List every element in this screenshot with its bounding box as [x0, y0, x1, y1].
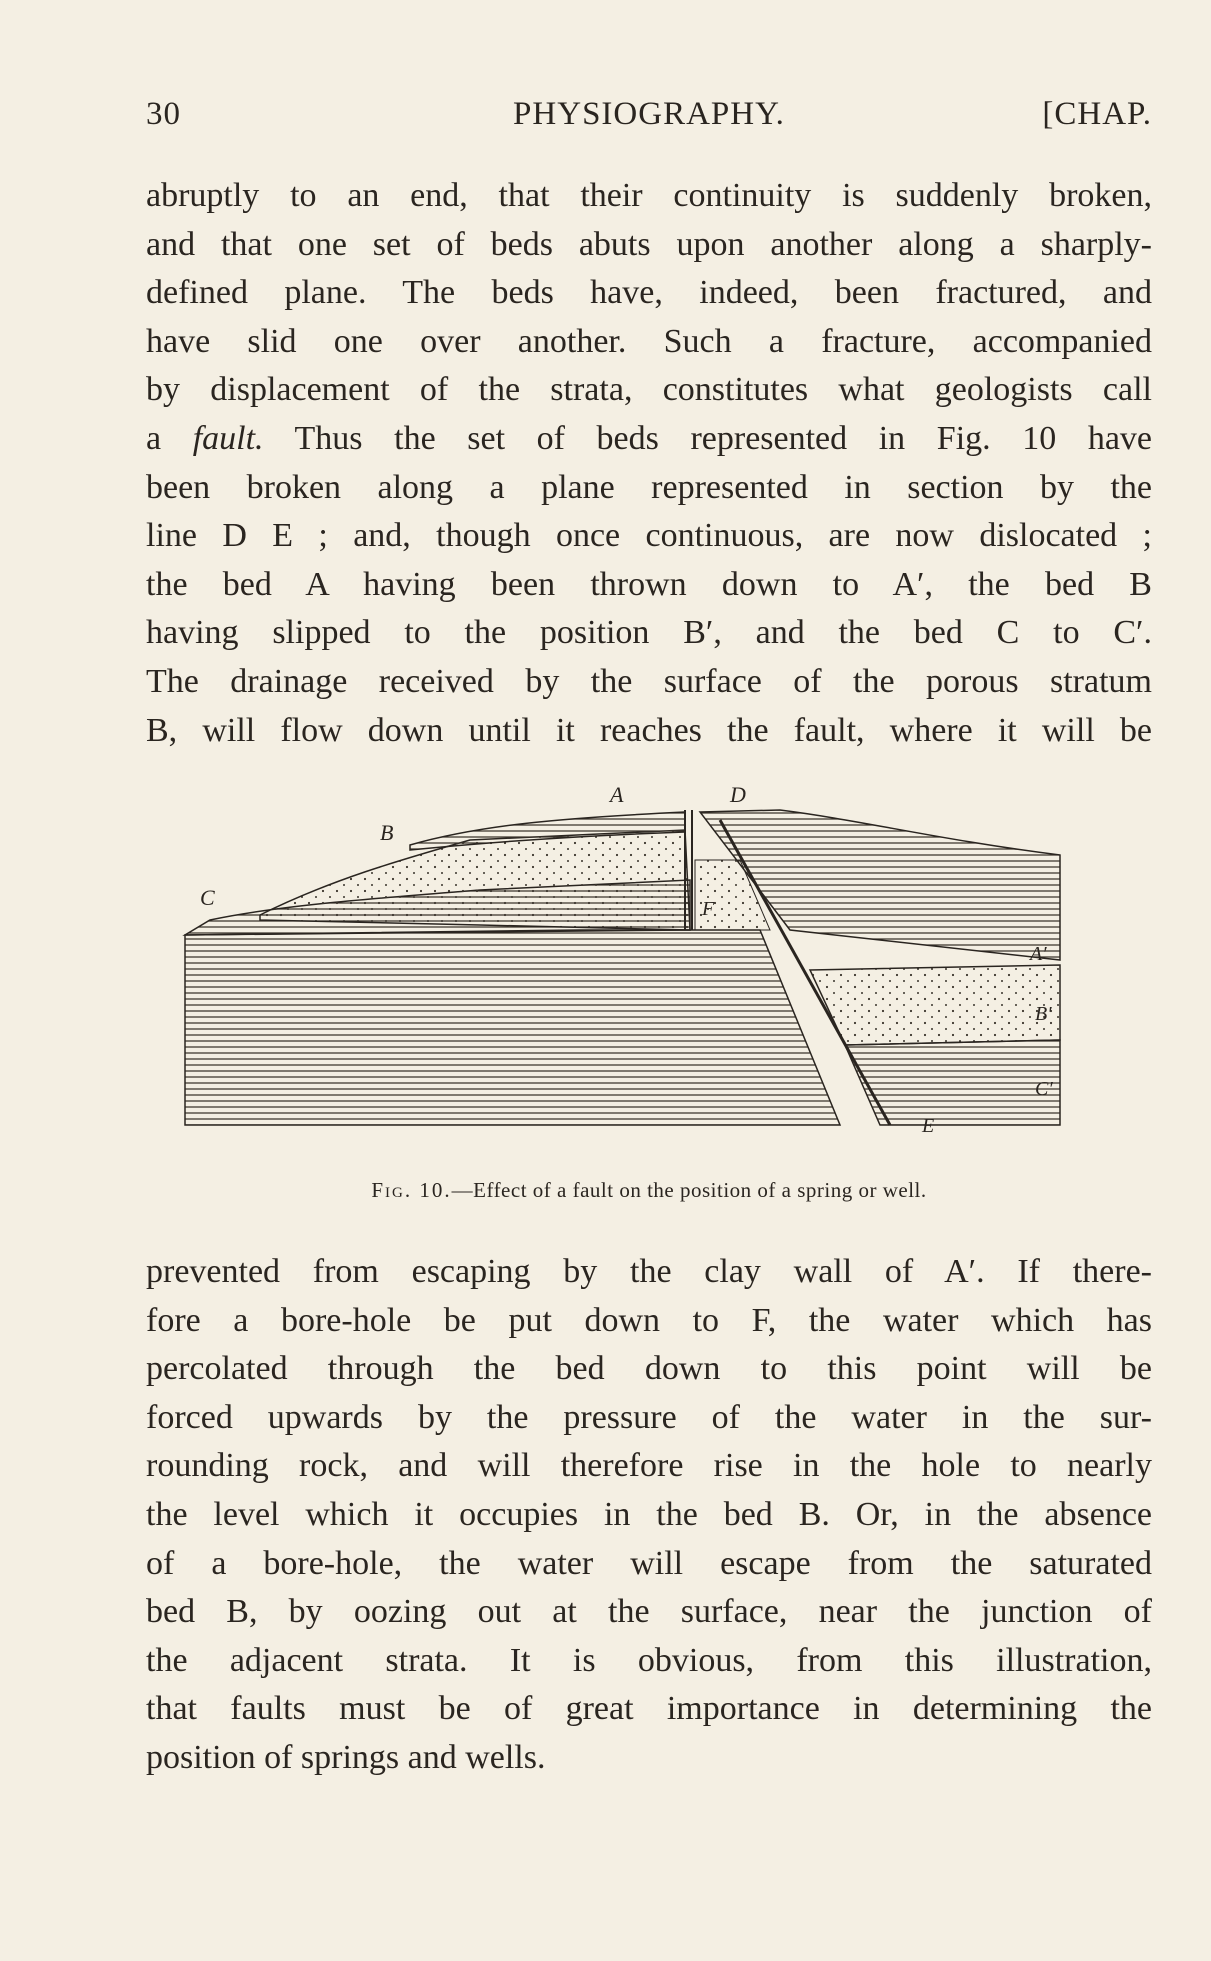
- text-line: the level which it occupies in the bed B. Or, in the absence: [146, 1495, 1152, 1533]
- text-line: B, will flow down until it reaches the fault, where it will be: [146, 711, 1152, 749]
- text-line: rounding rock, and will therefore rise in the hole to nearly: [146, 1447, 1152, 1485]
- label-c: C: [200, 885, 215, 910]
- label-d: D: [730, 782, 746, 807]
- text-line: have slid one over another. Such a fracture, accompanied: [146, 322, 1152, 360]
- label-a: A: [610, 782, 624, 807]
- text-line: percolated through the bed down to this point will be: [146, 1350, 1152, 1388]
- figure-number: Fig. 10.: [371, 1178, 452, 1202]
- left-bed-b: [260, 830, 690, 930]
- paragraph-top: [146, 172, 1152, 755]
- text-line: of a bore-hole, the water will escape from the saturated: [146, 1544, 1152, 1582]
- text-line-fault: [146, 415, 1152, 464]
- right-bed-b-prime: [810, 965, 1060, 1045]
- label-f: F: [702, 898, 715, 920]
- text-line: bed B, by oozing out at the surface, near the junction of: [146, 1593, 1152, 1631]
- label-e: E: [922, 1115, 935, 1137]
- label-b: B: [380, 820, 394, 845]
- page-number: 30: [146, 96, 181, 132]
- text-line: the bed A having been thrown down to A′, the bed B: [146, 565, 1152, 603]
- figure-caption: [146, 1178, 1152, 1203]
- text-line: abruptly to an end, that their continuity is suddenly broken,: [146, 177, 1152, 214]
- label-b-prime: B′: [1035, 1003, 1052, 1025]
- label-c-prime: C′: [1035, 1078, 1053, 1100]
- chapter-marker: [CHAP.: [1042, 96, 1152, 132]
- label-a-prime: A′: [1030, 943, 1047, 965]
- text-line: having slipped to the position B′, and the bed C to C′.: [146, 614, 1152, 652]
- fault-diagram: [180, 780, 1110, 1150]
- figure-caption-text: —Effect of a fault on the position of a spring or well.: [451, 1178, 927, 1202]
- text-line: by displacement of the strata, constitutes what geologists call: [146, 371, 1152, 409]
- text-line: fore a bore-hole be put down to F, the water which has: [146, 1301, 1152, 1339]
- paragraph-bottom: [146, 1248, 1152, 1783]
- right-bed-c-prime: [845, 1040, 1060, 1125]
- text-fragment: Thus the set of beds represented in Fig. 10 have: [294, 419, 1153, 457]
- text-line: forced upwards by the pressure of the water in the sur-: [146, 1398, 1152, 1436]
- text-line: defined plane. The beds have, indeed, been fractured, and: [146, 274, 1152, 312]
- text-line: The drainage received by the surface of the porous stratum: [146, 662, 1152, 700]
- text-fragment: a: [146, 419, 162, 457]
- text-line: the adjacent strata. It is obvious, from this illustration,: [146, 1641, 1152, 1679]
- text-line: prevented from escaping by the clay wall of A′. If there-: [146, 1253, 1152, 1290]
- left-lower-strata: [185, 930, 840, 1125]
- text-line: been broken along a plane represented in section by the: [146, 468, 1152, 506]
- fault-term: fault.: [192, 419, 264, 457]
- text-line: and that one set of beds abuts upon another along a sharply-: [146, 225, 1152, 263]
- text-line: line D E ; and, though once continuous, are now dislocated ;: [146, 517, 1152, 555]
- fault-diagram-svg: [180, 780, 1110, 1150]
- text-line: that faults must be of great importance in determining the: [146, 1690, 1152, 1728]
- text-line: position of springs and wells.: [146, 1738, 546, 1776]
- running-head: [146, 96, 1152, 140]
- running-title: PHYSIOGRAPHY.: [513, 96, 785, 132]
